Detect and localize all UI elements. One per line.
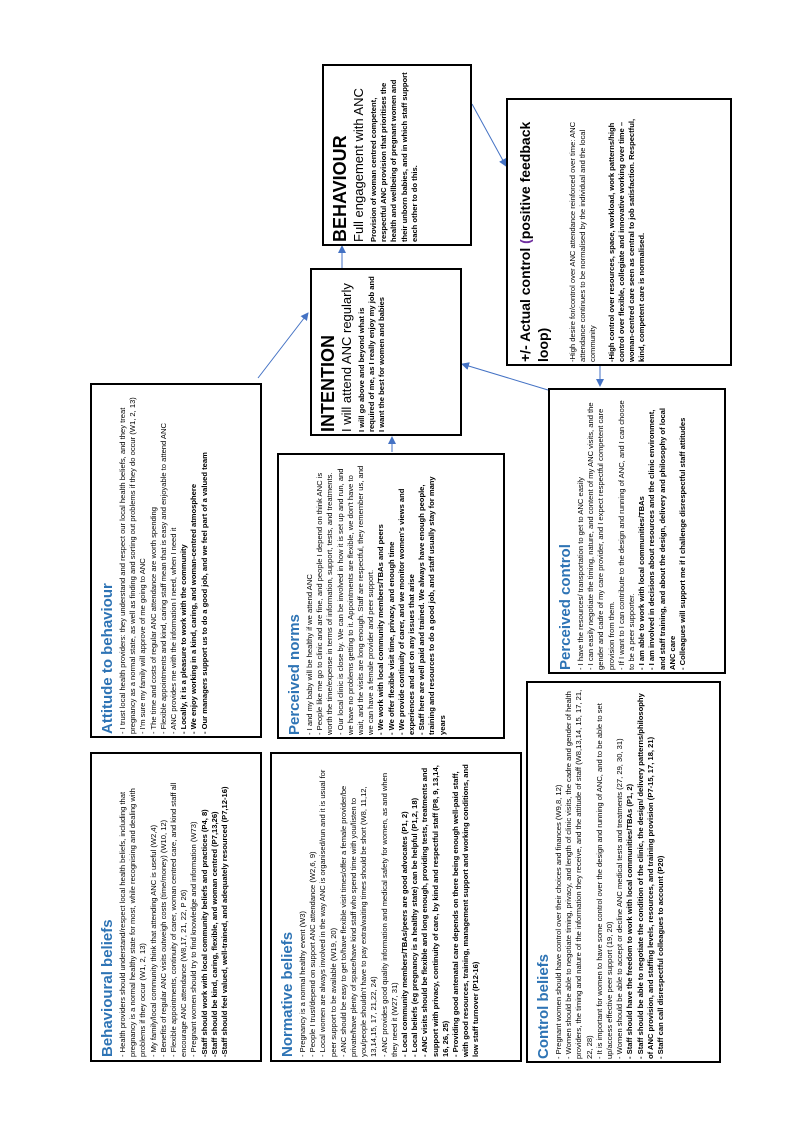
list-item: - Pregnant women should try to find knowledge and information (W73) [189,821,199,1057]
list-item: - We offer flexible visit time, privacy, and enough time [386,541,396,735]
list-item: - I have the resources/ transportation to get to ANC easily [576,477,585,670]
perceived-norms-title: Perceived norms [286,614,303,735]
attitude-box [90,383,262,738]
list-item: - I am involved in decisions about resources and the clinic environment, and staff training, and about the design, delivery and philosophy of local ANC care [647,407,677,670]
list-item: - ANC provides me with the information I need, when I need it [169,527,179,734]
list-item: - Flexible appointments, continuity of carer, woman centred care, and kind staff all encourage ANC attendance (W8,17, 21, 22, P 26) [169,782,189,1057]
list-item: - People like me go to clinic and are fine, and people I depend on think ANC is worth the time/expense in terms of information, support, tests, and treatments. [315,472,335,735]
list-item: - Local community members/TBAs/peers are good advocates (P1, 2) [400,811,410,1057]
list-item: - Our managers support us to do a good job, and we feel part of a valued team [199,452,209,734]
list-item: - We provide continuity of carer, and we monitor women's views and experiences and act on any issues that arise [396,488,417,735]
perceived-norms-list [305,461,448,735]
list-item: - Local women are always involved in the way ANC is organised/run and it is usual for peer support to be available (W19, 20) [318,769,338,1057]
intention-box [310,268,462,436]
list-item: - Flexible appointments and kind, caring staff mean that is easy and enjoyable to attend ANC [158,423,168,734]
intention-subtitle: I will attend ANC regularly [339,283,354,432]
list-item: - I and my baby will be healthy if we attend ANC [305,574,314,735]
arrow-control-to-intention [462,364,548,390]
arrow-attitude-to-intention [258,313,308,378]
behaviour-subtitle: Full engagement with ANC [351,88,366,242]
behaviour-box [322,64,472,246]
normative-beliefs-box [270,752,522,1062]
list-item: - It is important for women to have some control over the design and running of ANC, and to be able to set up/access effective peer support (19, 20) [594,703,615,1059]
list-item: - We enjoy working in a kind, caring, and woman-centred atmosphere [189,483,199,734]
list-item: - I'm sure my family will approve of me going to ANC [138,558,148,734]
list-item: - Locally, it is a pleasure to work with the community [179,544,189,734]
list-item: - If I want to I can contribute to the design and running of ANC, and I can choose to be a peer supporter. [616,400,637,670]
list-item: - ANC provides good quality information and medical safety for women, as and when they need it (W27, 31) [379,772,399,1057]
list-item: - Our local clinic is close by. We can be involved in how it is set up and run, and we have no problems getting to it. Appointments are flexible, we don't have to wait, and the visits are long enough. Staff are respectful, they remember us, and we can have a female provider and peer support. [335,465,376,735]
actual-control-title [516,106,552,362]
behavioural-beliefs-title: Behavioural beliefs [99,919,116,1057]
list-item: - I can easily negotiate the timing, nature, and content of my ANC visits, and the gender and cadre of my care provider, and I expect respectful competent care provision from them. [586,402,616,670]
list-item: - Pregnancy is a normal healthy event (W3) [298,910,307,1057]
control-beliefs-list [554,689,666,1059]
list-item: - ANC should be easy to get to/have flexible visit times/offer a female provider/be private/have plenty of space/have kind staff who spend time with you/listen to you/people shouldn't have to pay extra/waiting times should be short (W8, 11,12, 13,14,15, 17, 21,22, 24) [338,785,379,1057]
perceived-control-title: Perceived control [557,544,574,670]
perceived-norms-box [277,453,505,739]
control-beliefs-title: Control beliefs [535,953,552,1059]
list-item: - I am able to work with local communities/TBAs [637,496,647,670]
list-item: -Staff should be kind, caring, flexible, and woman centred (P7,13,26) [209,811,219,1057]
list-item: - I trust local health providers: they understand and respect our local health beliefs, and they treat pregnancy as a normal state, as well as finding and sorting out problems if they do occur (W1, 2, 13) [118,397,138,734]
list-item: - ANC visits should be flexible and long enough, providing tests, treatments and support with privacy, continuity of care, by kind and respectful staff (P8, 9, 13,14, 16, 26, 25) [420,765,450,1057]
normative-beliefs-title: Normative beliefs [279,931,296,1057]
behavioural-beliefs-list [118,761,230,1057]
arrow-behaviour-to-actual-control [472,104,506,166]
behaviour-title: BEHAVIOUR [330,135,350,242]
attitude-title: Attitude to behaviour [99,583,116,734]
list-item: - Local beliefs (eg pregnancy is a healthy state) can be helpful (P1,2, 18) [410,797,420,1057]
intention-staff-text: I will go above and beyond what is required of me, as I really enjoy my job and I want the best for women and babies [357,276,387,432]
list-item: - The time and costs of regular ANC attendance are worth spending [148,507,158,734]
list-item: - Providing good antenatal care depends on there being enough well-paid staff, with good resources, training, management support and working conditions, and low staff turnover (P12-16) [451,764,481,1057]
list-item: - Pregnant women should have control over their choices and finances (W9,8, 12) [554,784,563,1059]
list-item: - People I trust/depend on support ANC attendance (W2,6, 9) [308,851,318,1057]
list-item: - Staff can call disrespectful colleagues to account (P20) [656,855,666,1059]
list-item: - Staff should have the freedom to work with local communities/TBAs (P1, 2) [625,783,635,1059]
actual-control-box [506,98,732,366]
behaviour-staff-text: Provision of woman centred competent, respectful ANC provision that prioritises the health and wellbeing of pregnant women and their unborn babies, and in which staff support each other to do this. [369,72,419,242]
intention-title: INTENTION [318,335,338,432]
list-item: - Staff here are well paid and trained. We always have enough people, training and resources to do a good job, and staff usually stay for many years [417,476,447,735]
list-item: - Staff should be able to negotiate the condition of the clinic, the design/ delivery patterns/philosophy of ANC provision, and staffing levels, resources, and training provision (P7-15, 17, 18, 21) [635,693,655,1059]
normative-beliefs-list [298,761,482,1057]
actual-control-title-part1: +/- Actual control [517,243,533,362]
behavioural-beliefs-box [90,752,262,1062]
perceived-control-list [576,396,688,670]
list-item: - Colleagues will support me if I challenge disrespectful staff attitudes [678,417,688,670]
list-item: - Health providers should understand/respect local health beliefs, including that pregnancy is a normal healthy state for most, while recognising and dealing with problems if they occur (W1, 2, 13) [118,788,148,1057]
attitude-list [118,392,210,734]
actual-control-paren: ( [517,239,533,244]
list-item: - Women should be able to negotiate timing, privacy, and length of clinic visits, the cadre and gender of health providers, the timing and nature of the information they receive, and the attitude of staff (W8,13,14, 15, 17, 21, 22, 28) [564,689,594,1059]
actual-control-text-1: -High desire for/control over ANC attendance reinforced over time: ANC attendance continues to be normalised by the individual and the local community [568,121,598,362]
list-item: -Staff should feel valued, well-trained, and adequately resourced (P7,12-16) [220,786,230,1057]
actual-control-text-2: -High control over resources, space, workload, work patterns/high control over flexible, collegiate and innovative working over time – woman-centred care seen as central to job satisfaction. Respectful, kind, competent care is normalised. [606,118,647,362]
list-item: - My family/local community think that attending ANC is useful (W2,4) [148,824,158,1057]
list-item: - Women should be able to accept or decline ANC medical tests and treatments (27, 29, 30, 31) [615,738,625,1059]
list-item: -Staff should work with local community beliefs and practices (P4, 8) [199,809,209,1057]
actual-control-title-part2: positive feedback loop) [517,121,551,362]
list-item: - Benefits of regular ANC visits outweigh costs (time/money) (W10, 12) [158,819,168,1057]
perceived-control-box [548,388,726,674]
control-beliefs-box [526,681,721,1063]
list-item: - We work with local community members/TBAs and peers [376,524,386,735]
